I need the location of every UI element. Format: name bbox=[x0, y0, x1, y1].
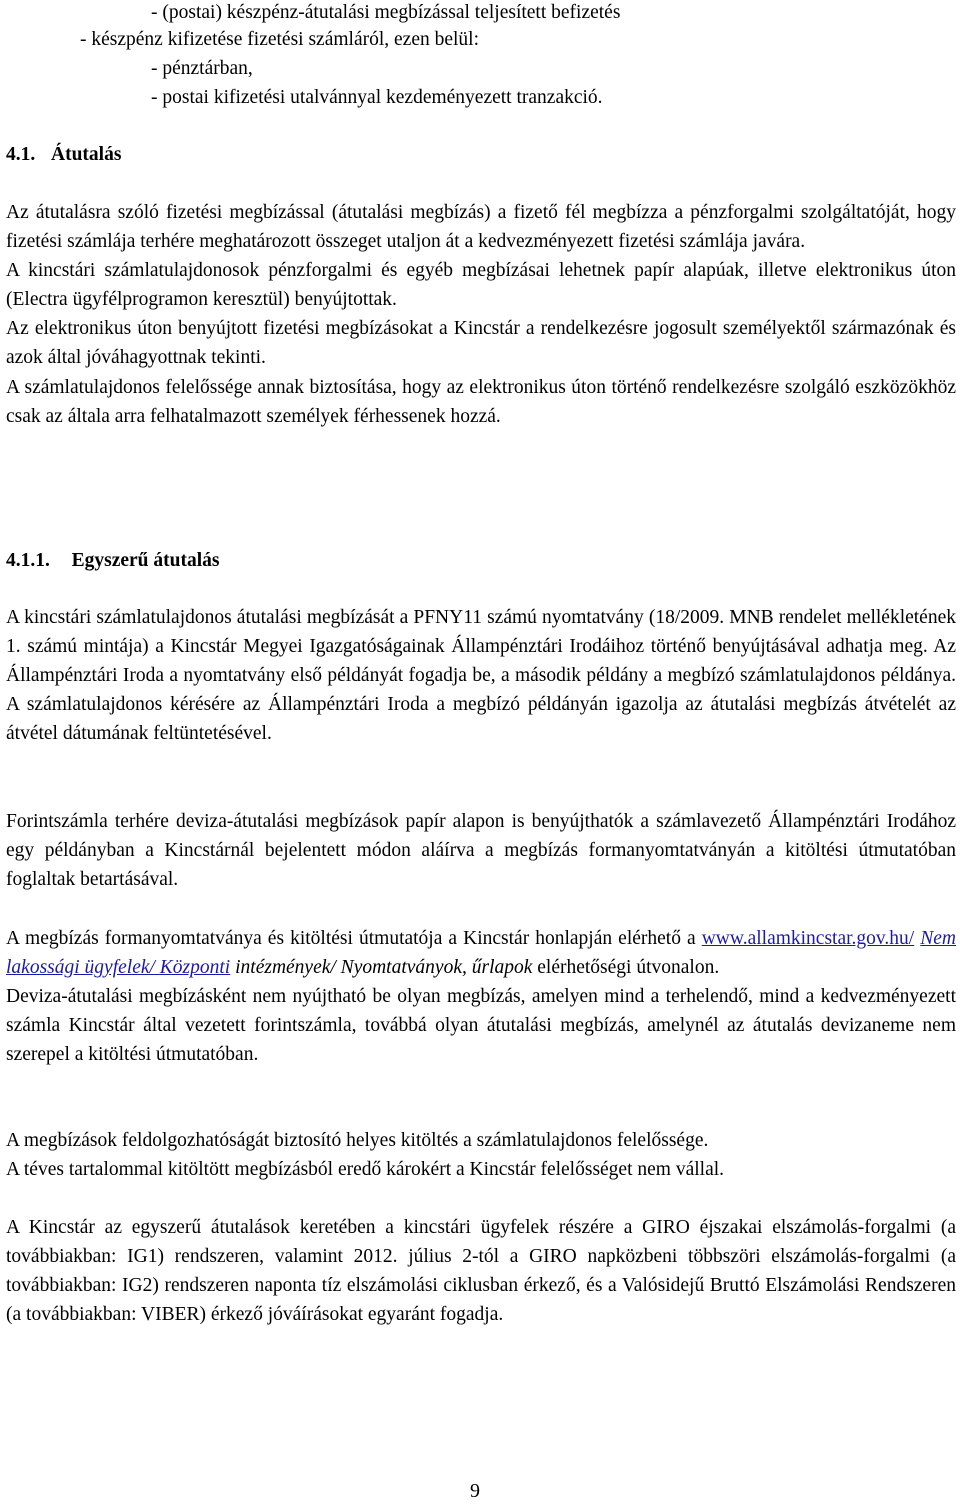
paragraph bbox=[6, 603, 956, 748]
bullet-line: - készpénz kifizetése fizetési számláról, ezen belül: bbox=[80, 29, 480, 50]
paragraph bbox=[6, 198, 956, 431]
subsection-heading bbox=[6, 546, 220, 575]
paragraph-text: A számlatulajdonos felelőssége annak biztosítása, hogy az elektronikus úton történő rendelkezésre szolgáló eszközökhöz csak az általa arra felhatalmazott személyek férhessenek hozzá. bbox=[6, 376, 956, 427]
paragraph-text: Forintszámla terhére deviza-átutalási megbízások papír alapon is benyújthatók a számlavezető Állampénztári Irodához egy példányban a Kincstárnál bejelentett módon aláírva a megbízás formanyomtatványán a kitöltési útmutatóban foglaltak betartásával. bbox=[6, 811, 956, 891]
text-run: elérhetőségi útvonalon. bbox=[537, 957, 720, 979]
paragraph-text: Az elektronikus úton benyújtott fizetési megbízásokat a Kincstár a rendelkezésre jogosult személyektől származónak és azok által jóváhagyottnak tekinti. bbox=[6, 318, 956, 369]
paragraph-text bbox=[6, 924, 956, 982]
bullet-line: - postai kifizetési utalvánnyal kezdeményezett tranzakció. bbox=[151, 87, 603, 108]
paragraph bbox=[6, 924, 956, 1069]
paragraph bbox=[6, 807, 956, 894]
path-link[interactable]: Nem lakossági ügyfelek/ Központi bbox=[6, 928, 956, 979]
paragraph-text: A téves tartalommal kitöltött megbízásból eredő károkért a Kincstár felelősséget nem vállal. bbox=[6, 1159, 725, 1181]
path-text: intézmények/ Nyomtatványok, űrlapok bbox=[235, 957, 533, 979]
paragraph-text: A kincstári számlatulajdonos átutalási megbízását a PFNY11 számú nyomtatvány (18/2009. MNB rendelet mellékletének 1. számú mintája) a Kincstár Megyei Igazgatóságainak Állampénztári Irodáihoz történő benyújtásával adhatja meg. Az Állampénztári Iroda a nyomtatvány első példányát fogadja be, a második példány a megbízó számlatulajdonos példánya. A számlatulajdonos kérésére az Állampénztári Iroda a megbízó példányán igazolja az átutalási megbízás átvételét az átvétel dátumának feltüntetésével. bbox=[6, 607, 956, 745]
paragraph bbox=[6, 1213, 956, 1329]
text-run: A megbízás formanyomtatványa és kitöltési útmutatója a Kincstár honlapján elérhető a bbox=[6, 928, 696, 949]
subsection-number: 4.1.1. bbox=[6, 550, 50, 571]
section-title: Átutalás bbox=[51, 144, 122, 165]
paragraph-text: A Kincstár az egyszerű átutalások keretében a kincstári ügyfelek részére a GIRO éjszakai elszámolás-forgalmi (a továbbiakban: IG1) rendszeren, valamint 2012. július 2-tól a GIRO napközbeni többszöri elszámolás-forgalmi (a továbbiakban: IG2) rendszeren naponta tíz elszámolási ciklusban érkező, és a Valósidejű Bruttó Elszámolási Rendszeren (a továbbiakban: VIBER) érkező jóváírásokat egyaránt fogadja. bbox=[6, 1217, 956, 1326]
paragraph-text: A kincstári számlatulajdonosok pénzforgalmi és egyéb megbízásai lehetnek papír alapúak, illetve elektronikus úton (Electra ügyfélprogramon keresztül) benyújtottak. bbox=[6, 260, 956, 311]
paragraph-text: Az átutalásra szóló fizetési megbízással (átutalási megbízás) a fizető fél megbízza a pénzforgalmi szolgáltatóját, hogy fizetési számlája terhére meghatározott összeget utaljon át a kedvezményezett fizetési számlája javára. bbox=[6, 202, 956, 253]
paragraph bbox=[6, 1126, 956, 1184]
paragraph-text: A megbízások feldolgozhatóságát biztosító helyes kitöltés a számlatulajdonos felelőssége. bbox=[6, 1130, 709, 1151]
bullet-line: - pénztárban, bbox=[151, 58, 253, 79]
section-number: 4.1. bbox=[6, 144, 36, 165]
website-link[interactable]: www.allamkincstar.gov.hu/ bbox=[701, 928, 915, 949]
page-number: 9 bbox=[470, 1480, 480, 1502]
section-heading bbox=[6, 140, 121, 169]
bullet-line: - (postai) készpénz-átutalási megbízással teljesített befizetés bbox=[151, 2, 621, 23]
subsection-title: Egyszerű átutalás bbox=[71, 550, 220, 571]
paragraph-text: Deviza-átutalási megbízásként nem nyújtható be olyan megbízás, amelyen mind a terhelendő, mind a kedvezményezett számla Kincstár által vezetett forintszámla, továbbá olyan átutalási megbízás, amelynél az átutalás devizaneme nem szerepel a kitöltési útmutatóban. bbox=[6, 986, 956, 1066]
